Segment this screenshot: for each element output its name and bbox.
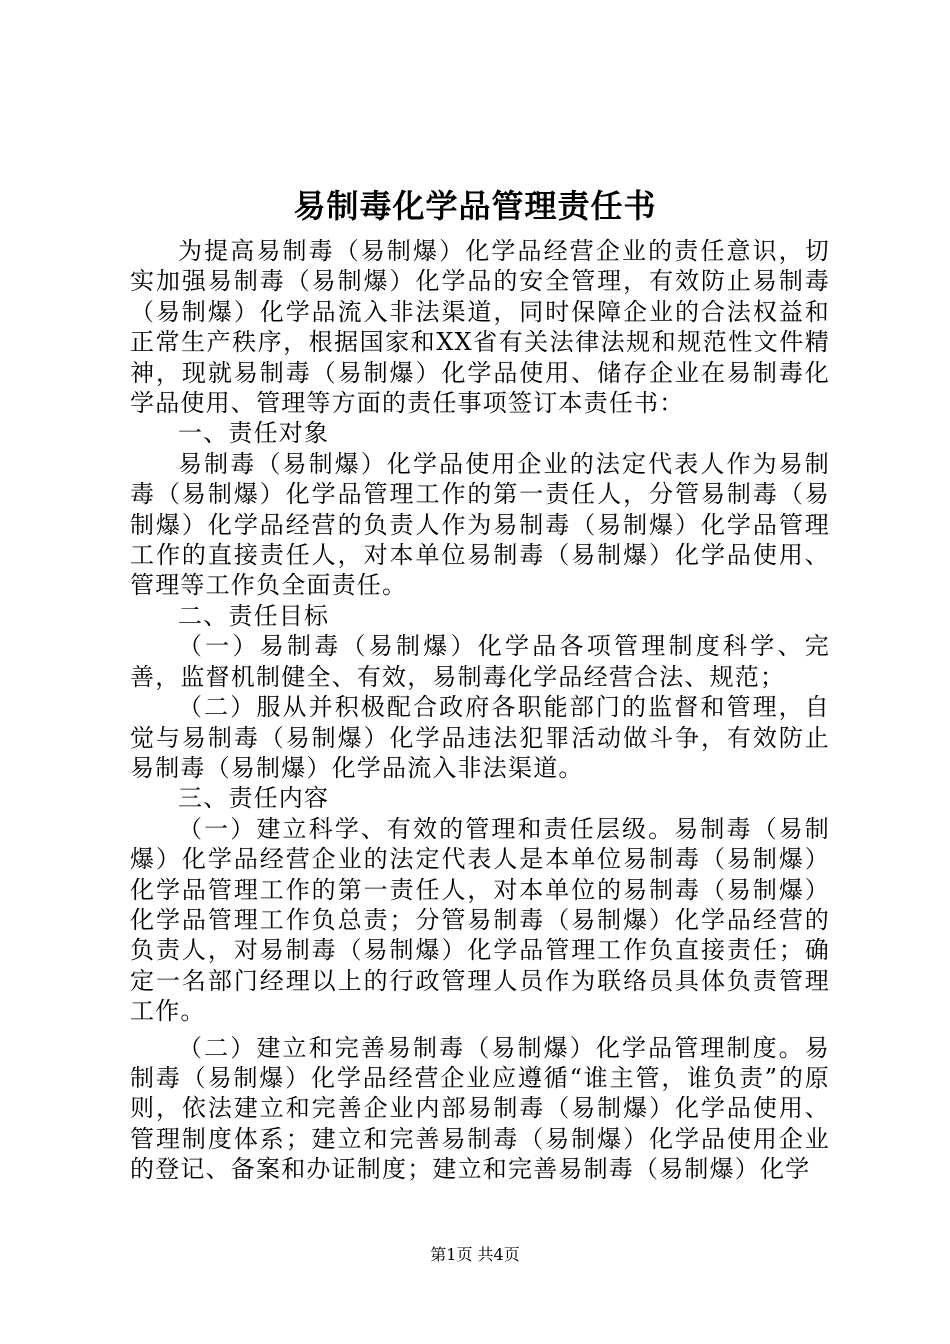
- section-heading-responsible-party: 一、责任对象: [178, 419, 330, 448]
- paragraph-responsible-party: 易制毒（易制爆）化学品使用企业的法定代表人作为易制毒（易制爆）化学品管理工作的第一责任人，分管易制毒（易制爆）化学品经营的负责人作为易制毒（易制爆）化学品管理工作的直接责任人，对本单位易制毒（易制爆）化学品使用、管理等工作负全面责任。: [130, 449, 830, 600]
- section-heading-content: 三、责任内容: [178, 784, 330, 813]
- section-heading-objectives: 二、责任目标: [178, 601, 330, 630]
- page-footer: 第1页 共4页: [430, 1245, 520, 1264]
- document-body: [130, 236, 830, 1185]
- document-title: 易制毒化学品管理责任书: [293, 187, 657, 225]
- paragraph-content-1: （一）建立科学、有效的管理和责任层级。易制毒（易制爆）化学品经营企业的法定代表人是本单位易制毒（易制爆）化学品管理工作的第一责任人，对本单位的易制毒（易制爆）化学品管理工作负总责；分管易制毒（易制爆）化学品经营的负责人，对易制毒（易制爆）化学品管理工作负直接责任；确定一名部门经理以上的行政管理人员作为联络员具体负责管理工作。: [130, 814, 830, 1026]
- paragraph-intro: 为提高易制毒（易制爆）化学品经营企业的责任意识，切实加强易制毒（易制爆）化学品的安全管理，有效防止易制毒（易制爆）化学品流入非法渠道，同时保障企业的合法权益和正常生产秩序，根据国家和XX省有关法律法规和规范性文件精神，现就易制毒（易制爆）化学品使用、储存企业在易制毒化学品使用、管理等方面的责任事项签订本责任书：: [130, 237, 830, 418]
- paragraph-content-2: （二）建立和完善易制毒（易制爆）化学品管理制度。易制毒（易制爆）化学品经营企业应遵循“谁主管，谁负责”的原则，依法建立和完善企业内部易制毒（易制爆）化学品使用、管理制度体系；建立和完善易制毒（易制爆）化学品使用企业的登记、备案和办证制度；建立和完善易制毒（易制爆）化学: [130, 1033, 830, 1184]
- paragraph-objective-2: （二）服从并积极配合政府各职能部门的监督和管理，自觉与易制毒（易制爆）化学品违法犯罪活动做斗争，有效防止易制毒（易制爆）化学品流入非法渠道。: [130, 693, 830, 782]
- paragraph-objective-1: （一）易制毒（易制爆）化学品各项管理制度科学、完善，监督机制健全、有效，易制毒化学品经营合法、规范；: [130, 632, 830, 691]
